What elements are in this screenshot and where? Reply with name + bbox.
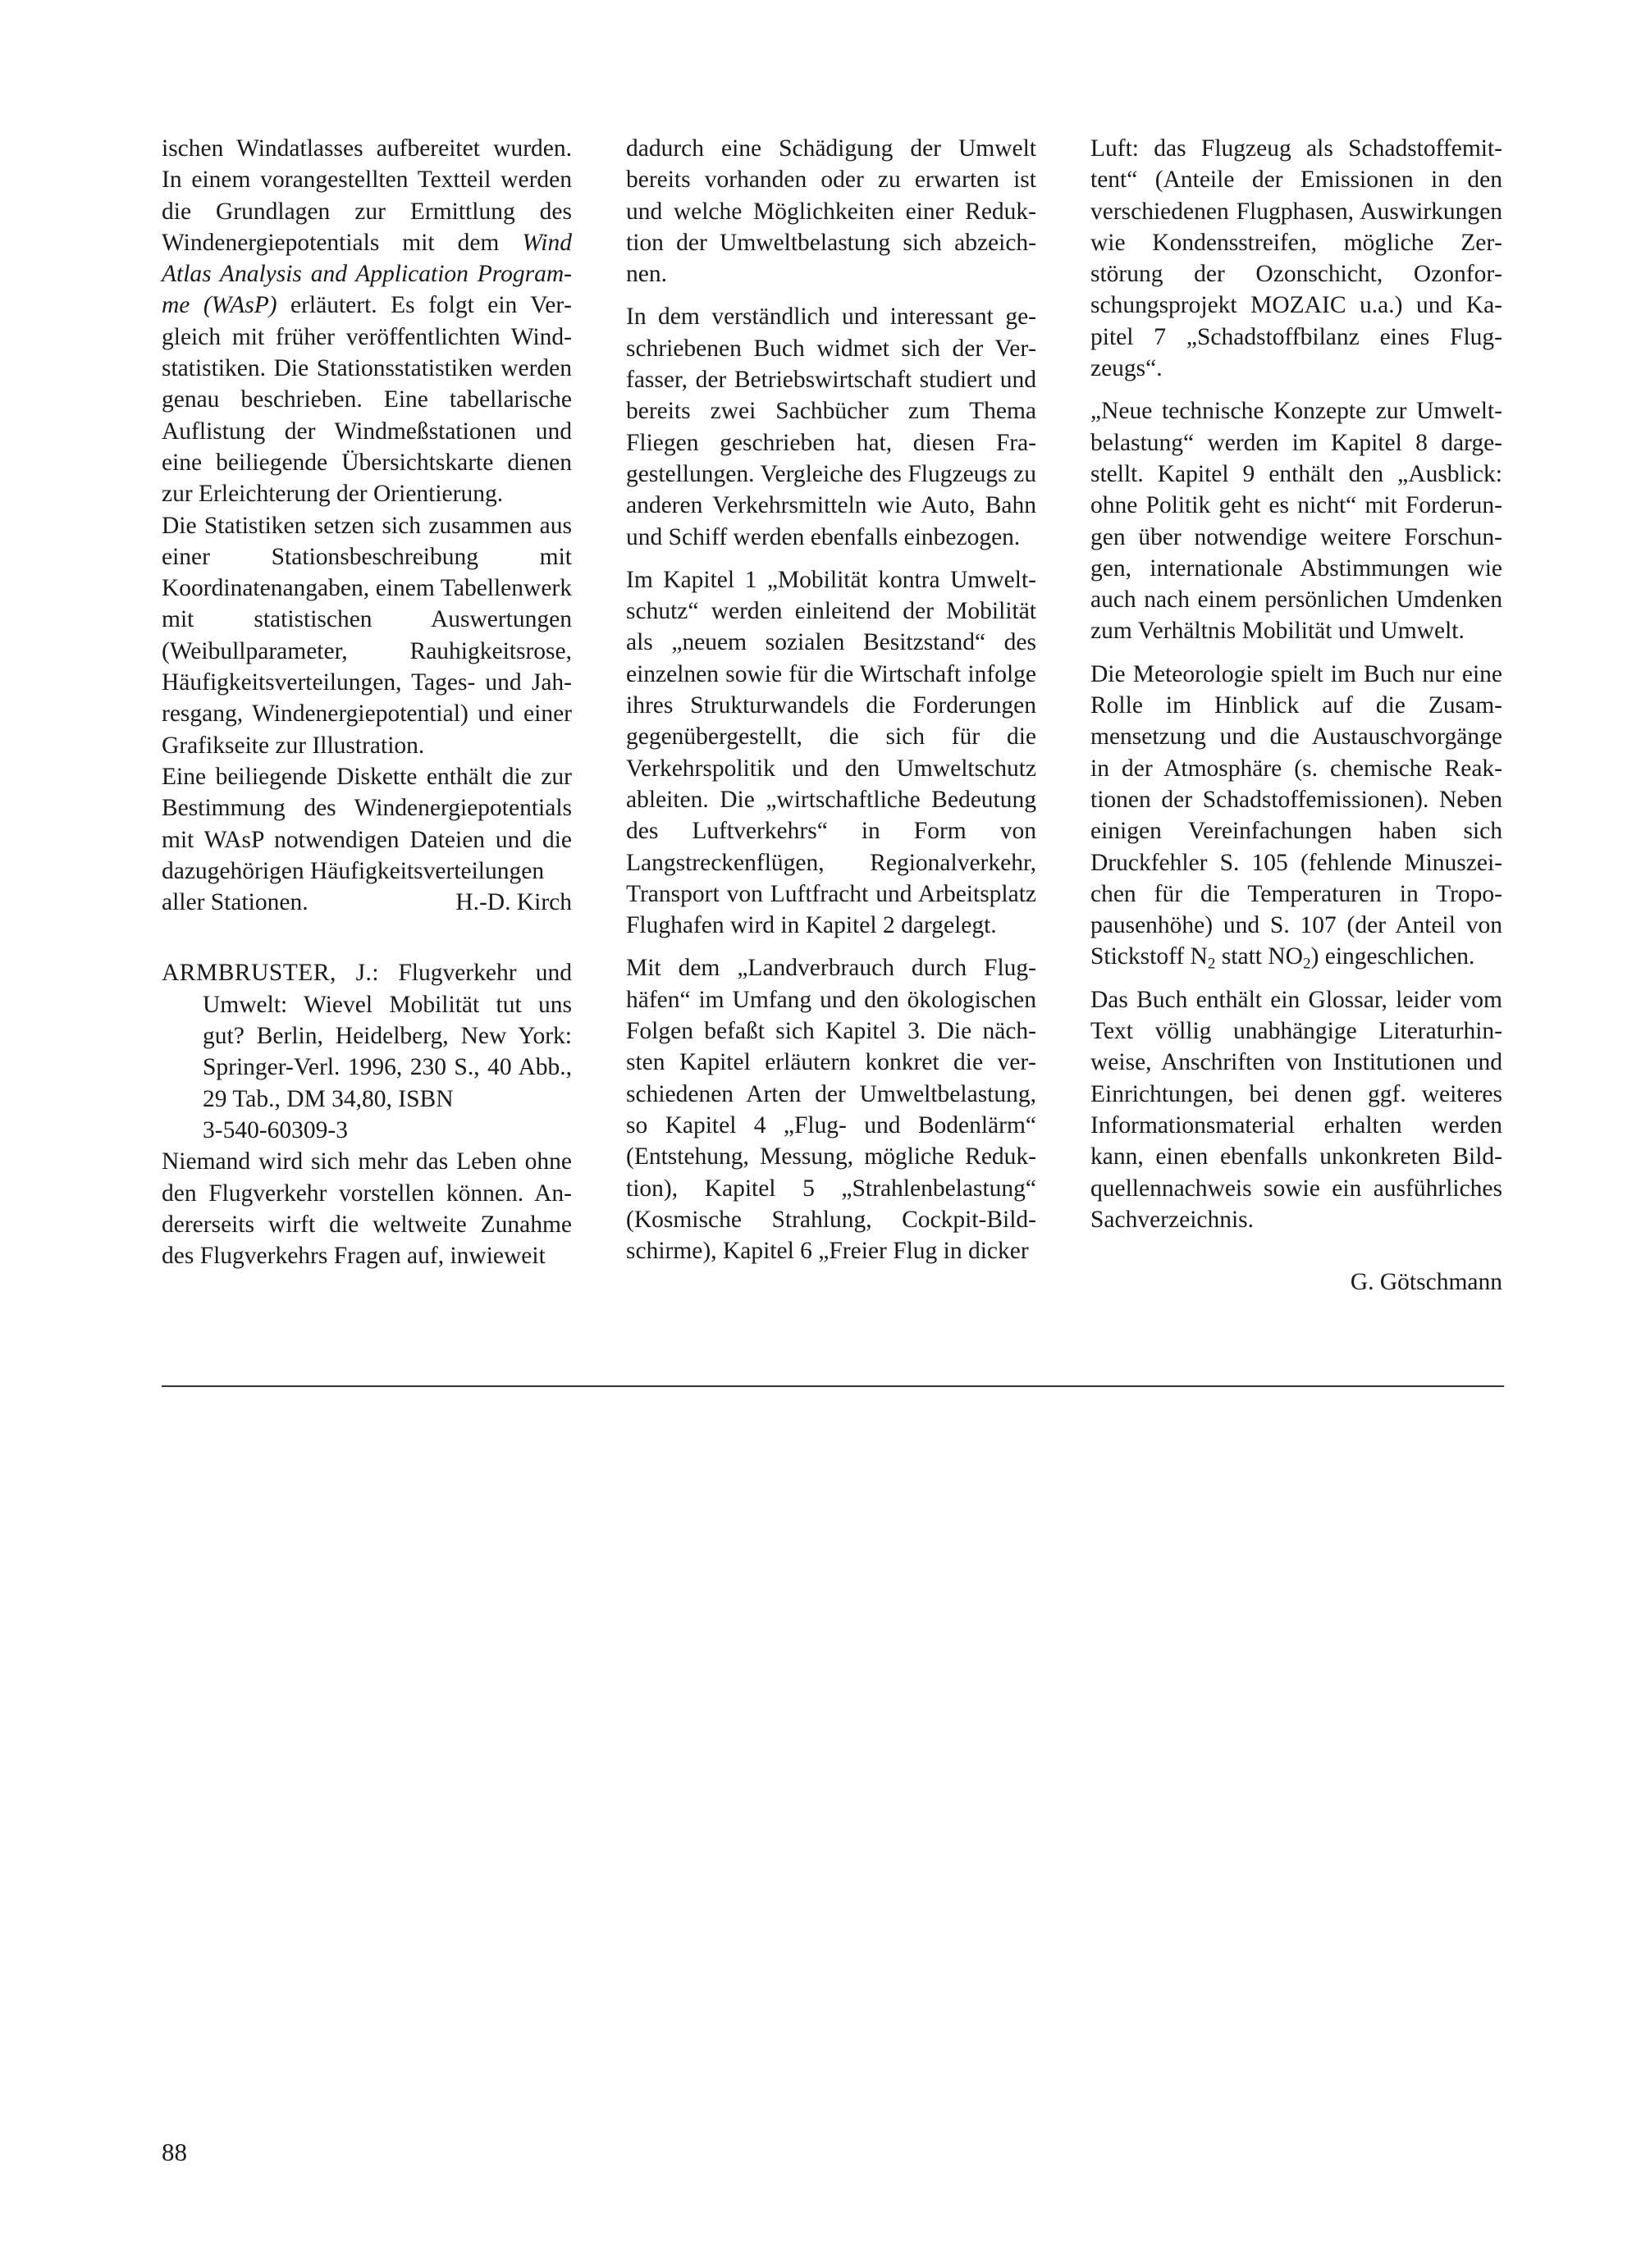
review-2-paragraph-3: Im Kapitel 1 „Mobilität kontra Umweltschutz“ werden einleitend der Mobilität als „neuem sozialen Besitzstand“ des einzelnen sowie für die Wirtschaft infolge ihres Strukturwandels die Forderungen gegenübergestellt, die sich für die Verkehrspolitik und den Umweltschutz ableiten. Die „wirtschaftliche Bedeutung des Luftverkehrs“ in Form von Langstreckenflügen, Regionalverkehr, Transport von Luftfracht und Arbeitsplatz Flughafen wird in Kapitel 2 dargelegt.	[626, 566, 1036, 939]
subscript-2: 2	[1302, 955, 1311, 973]
review-1-signature-line	[162, 887, 572, 918]
review-2-paragraph-4-cont: Luft: das Flugzeug als Schadstoffemittent“ (Anteile der Emissionen in den verschiedenen Flugphasen, Auswirkungen wie Kondensstreifen, mögliche Zerstörung der Ozonschicht, Ozonforschungsprojekt MOZAIC u.a.) und Kapitel 7 „Schadstoffbilanz eines Flugzeugs“.	[1090, 135, 1502, 382]
reviewer-signature-kirch: H.-D. Kirch	[455, 889, 572, 916]
column-1	[162, 133, 572, 1271]
review-2-paragraph-5: „Neue technische Konzepte zur Umweltbelastung“ werden im Kapitel 8 dargestellt. Kapitel 9 enthält den „Ausblick: ohne Politik geht es nicht“ mit Forderungen über notwendige weitere Forschungen, internationale Abstimmungen wie auch nach einem persönlichen Umdenken zum Verhältnis Mobilität und Umwelt.	[1090, 398, 1502, 645]
book-author: ARMBRUSTER, J.:	[162, 960, 380, 987]
review-2-paragraph-1-cont: dadurch eine Schädigung der Umwelt bereits vorhanden oder zu erwarten ist und welche Möglichkeiten einer Reduktion der Umweltbelastung sich abzeichnen.	[626, 135, 1036, 288]
review-1-paragraph-2: Die Statistiken setzen sich zusammen aus einer Stationsbeschreibung mit Koordinatenangaben, einem Tabellenwerk mit statistischen Auswertungen (Weibullparameter, Rauhigkeitsrose, Häufigkeitsverteilungen, Tages- und Jahresgang, Windenergiepotential) und einer Grafikseite zur Illustration.	[162, 512, 572, 759]
review-2-paragraph-2: In dem verständlich und interessant geschriebenen Buch widmet sich der Verfasser, der Betriebswirtschaft studiert und bereits zwei Sachbücher zum Thema Fliegen geschrieben hat, diesen Fragestellungen. Vergleiche des Flugzeugs zu anderen Verkehrsmitteln wie Auto, Bahn und Schiff werden ebenfalls einbezogen.	[626, 303, 1036, 550]
subscript-2: 2	[1207, 955, 1216, 973]
book-isbn: 3-540-60309-3	[203, 1116, 348, 1143]
book-citation	[162, 957, 572, 1146]
column-3	[1090, 133, 1502, 1298]
page-number: 88	[162, 2138, 187, 2166]
column-2	[626, 133, 1036, 1266]
reviewer-signature-goetschmann: G. Götschmann	[1350, 1269, 1502, 1296]
review-1-paragraph-1: ischen Windatlasses aufbereitet wurden. In einem vorangestellten Textteil werden die Grundlagen zur Ermittlung des Windenergiepotentials mit dem Wind Atlas Analysis and Application Programme (WAsP) erläutert. Es folgt ein Vergleich mit früher veröffentlichten Windstatistiken. Die Stationsstatistiken werden genau beschrieben. Eine tabellarische Auflistung der Windmeßstationen und eine beiliegende Übersichtskarte dienen zur Erleichterung der Orientierung.	[162, 135, 572, 508]
horizontal-rule	[162, 1385, 1504, 1387]
review-2-paragraph-1: Niemand wird sich mehr das Leben ohne den Flugverkehr vorstellen können. Andererseits wirft die weltweite Zunahme des Flugverkehrs Fragen auf, inwieweit	[162, 1148, 572, 1270]
review-1-paragraph-3: Eine beiliegende Diskette enthält die zur Bestimmung des Windenergiepotentials mit WAsP notwendigen Dateien und die dazugehörigen Häufigkeitsverteilungen	[162, 763, 572, 884]
book-details: Flugverkehr und Umwelt: Wievel Mobilität tut uns gut? Berlin, Heidelberg, New York: Springer-Verl. 1996, 230 S., 40 Abb., 29 Tab., DM 34,80, ISBN	[203, 960, 573, 1112]
review-2-paragraph-7: Das Buch enthält ein Glossar, leider vom Text völlig unabhängige Literaturhinweise, Anschriften von Institutionen und Einrichtungen, bei denen ggf. weiteres Informationsmaterial erhalten werden kann, einen ebenfalls unkonkreten Bildquellennachweis sowie ein ausführliches Sachverzeichnis.	[1090, 986, 1502, 1233]
review-1-last-line: aller Stationen.	[162, 889, 309, 916]
review-2-paragraph-4: Mit dem „Landverbrauch durch Flughäfen“ im Umfang und den ökologischen Folgen befaßt sich Kapitel 3. Die nächsten Kapitel erläutern konkret die verschiedenen Arten der Umweltbelastung, so Kapitel 4 „Flug- und Bodenlärm“ (Entstehung, Messung, mögliche Reduktion), Kapitel 5 „Strahlenbelastung“ (Kosmische Strahlung, Cockpit-Bildschirme), Kapitel 6 „Freier Flug in dicker	[626, 955, 1036, 1265]
software-title: Wind Atlas Analysis and Application Programme (WAsP)	[162, 229, 572, 319]
review-2-paragraph-6: Die Meteorologie spielt im Buch nur eine Rolle im Hinblick auf die Zusammensetzung und die Austauschvorgänge in der Atmosphäre (s. chemische Reaktionen der Schadstoffemissionen). Neben einigen Vereinfachungen haben sich Druckfehler S. 105 (fehlende Minuszeichen für die Temperaturen in Tropopausenhöhe) und S. 107 (der Anteil von Stickstoff $N_2$ statt $NO_2$) eingeschlichen.	[1090, 660, 1502, 973]
